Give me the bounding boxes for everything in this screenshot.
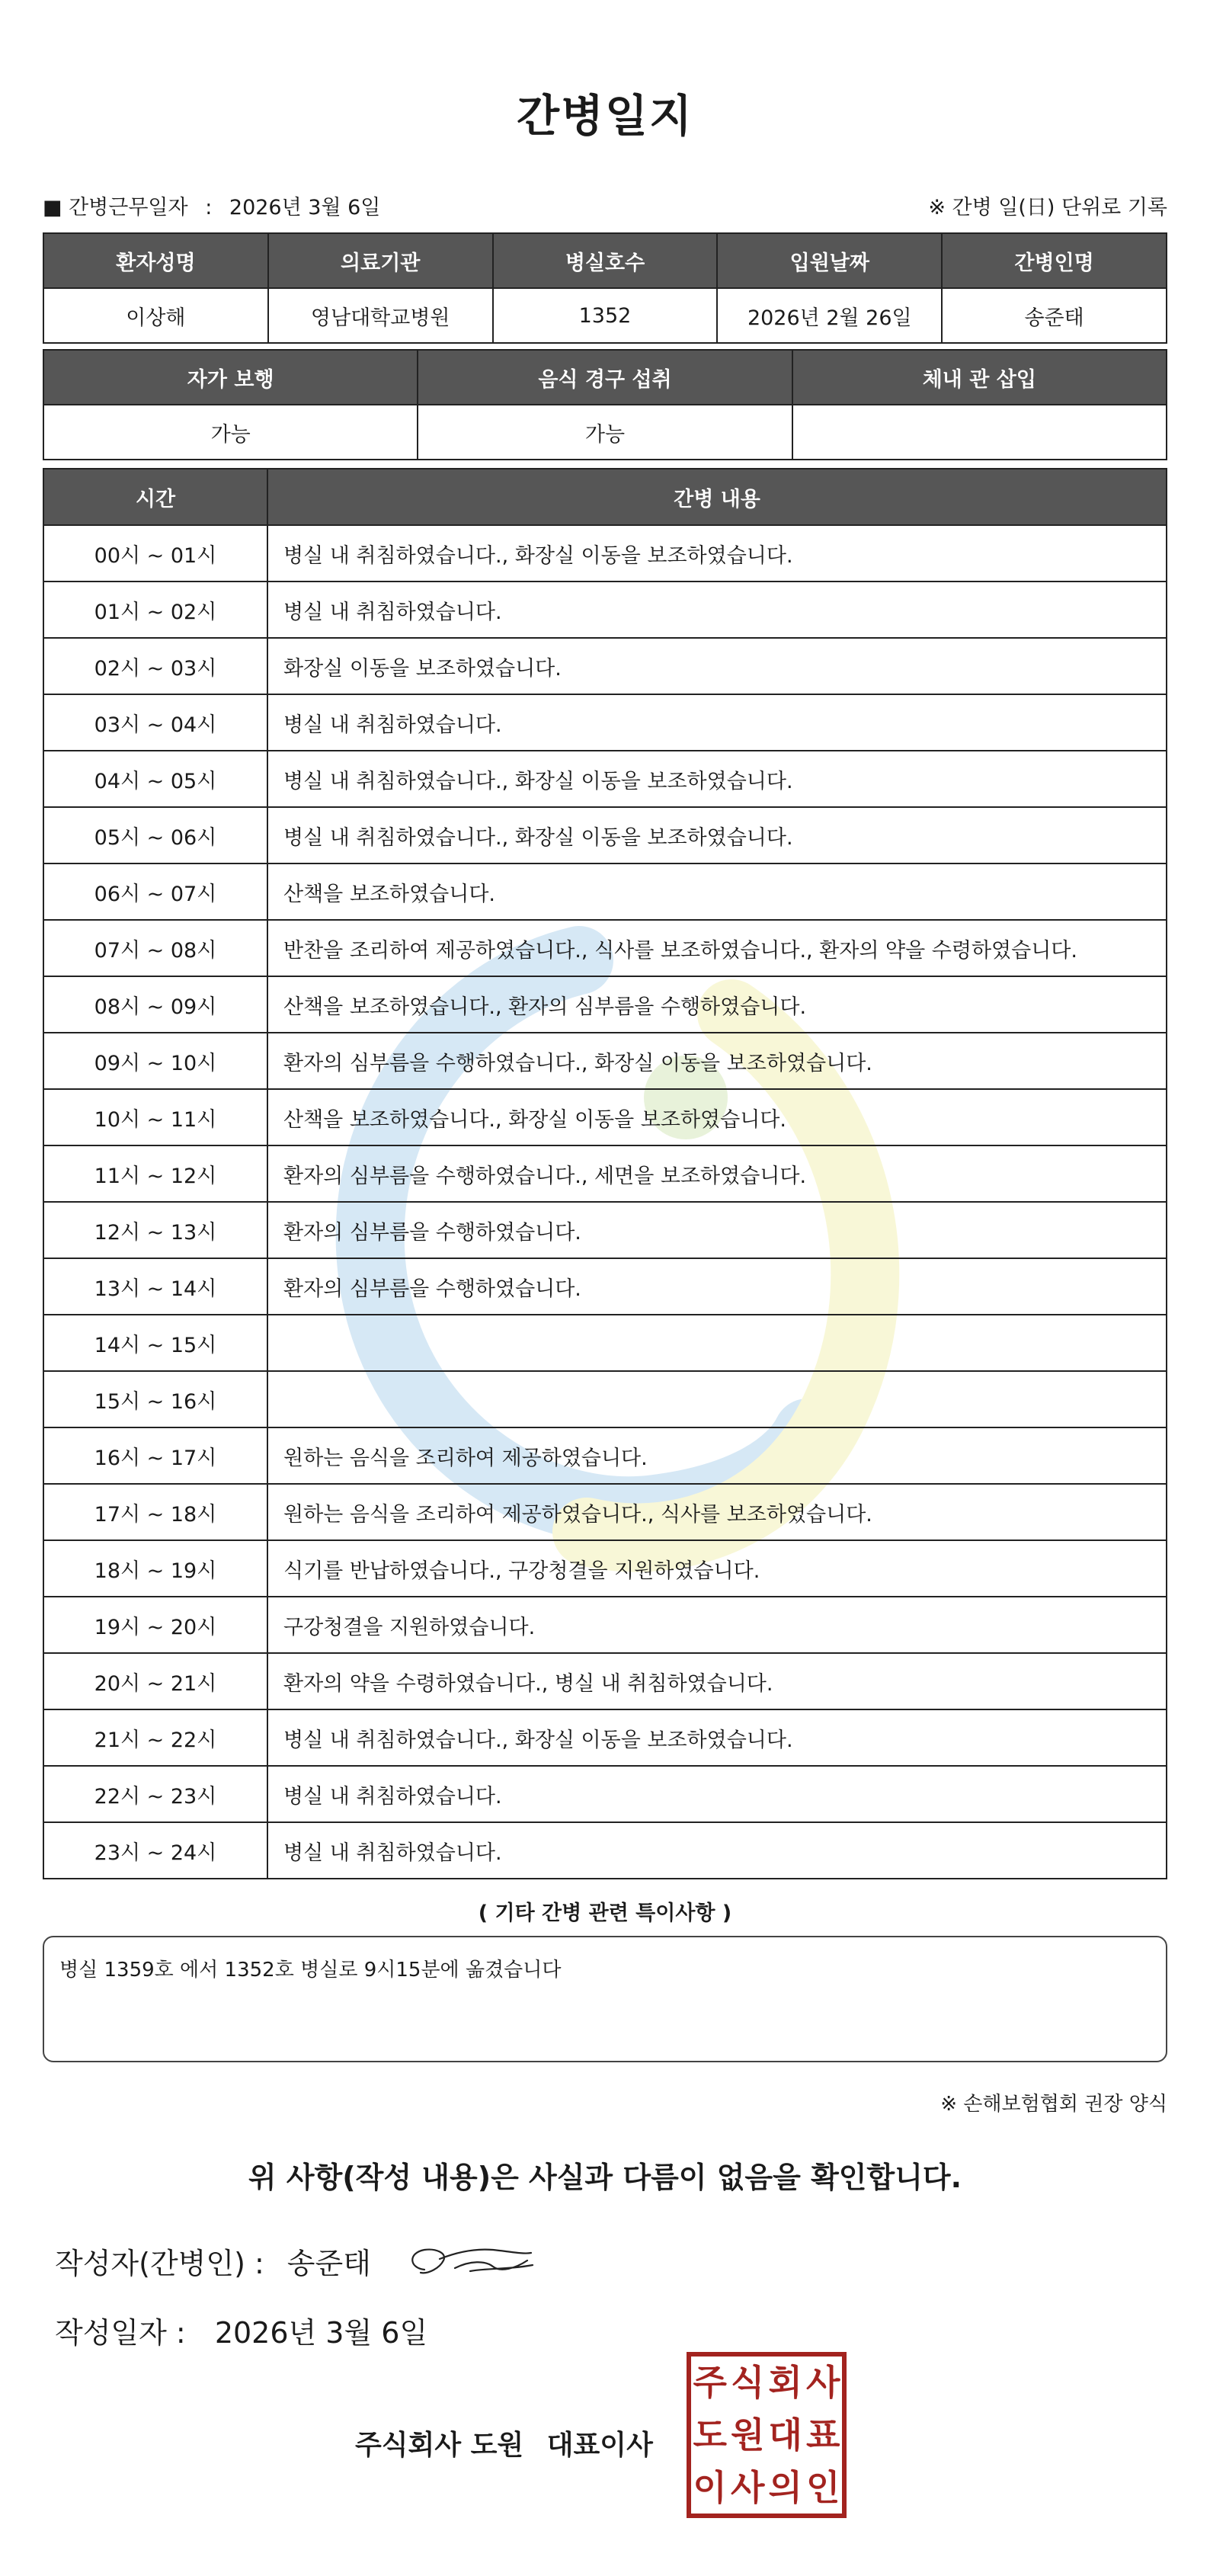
confirmation-statement: 위 사항(작성 내용)은 사실과 다름이 없음을 확인합니다. xyxy=(248,2161,962,2194)
seal-char: 인 xyxy=(806,2466,840,2508)
written-date-line xyxy=(55,2309,427,2351)
care-log-time: 06시 ~ 07시 xyxy=(43,863,267,920)
meta-row xyxy=(43,191,1167,220)
care-log-content: 병실 내 취침하였습니다. xyxy=(267,694,1167,751)
patient-status-table xyxy=(43,349,1167,460)
seal-char: 회 xyxy=(768,2362,802,2404)
notes-content: 병실 1359호 에서 1352호 병실로 9시15분에 옮겼습니다 xyxy=(59,1959,562,1982)
header-admission-date: 입원날짜 xyxy=(717,233,942,288)
work-date-sep: : xyxy=(205,196,213,219)
tube-insertion-value xyxy=(792,405,1167,460)
care-log-content: 환자의 심부름을 수행하였습니다., 화장실 이동을 보조하였습니다. xyxy=(267,1033,1167,1089)
care-log-row xyxy=(43,638,1167,694)
header-room-number: 병실호수 xyxy=(493,233,718,288)
care-log-time: 16시 ~ 17시 xyxy=(43,1427,267,1484)
care-log-time: 15시 ~ 16시 xyxy=(43,1371,267,1427)
care-log-content: 반찬을 조리하여 제공하였습니다., 식사를 보조하였습니다., 환자의 약을 수령하였습니다. xyxy=(267,920,1167,976)
seal-char: 이 xyxy=(693,2466,727,2508)
care-log-time: 00시 ~ 01시 xyxy=(43,525,267,582)
care-log-row xyxy=(43,1709,1167,1766)
seal-char: 사 xyxy=(806,2362,840,2404)
care-log-time: 11시 ~ 12시 xyxy=(43,1145,267,1202)
care-log-row xyxy=(43,1315,1167,1371)
care-log-content: 원하는 음식을 조리하여 제공하였습니다. xyxy=(267,1427,1167,1484)
notes-box xyxy=(43,1936,1167,2062)
care-log-row xyxy=(43,1653,1167,1709)
care-log-time: 14시 ~ 15시 xyxy=(43,1315,267,1371)
care-log-time: 20시 ~ 21시 xyxy=(43,1653,267,1709)
writer-name: 송준태 xyxy=(286,2246,371,2280)
care-log-content: 병실 내 취침하였습니다., 화장실 이동을 보조하였습니다. xyxy=(267,525,1167,582)
care-log-time: 09시 ~ 10시 xyxy=(43,1033,267,1089)
written-date-value: 2026년 3월 6일 xyxy=(214,2316,428,2350)
care-log-content: 원하는 음식을 조리하여 제공하였습니다., 식사를 보조하였습니다. xyxy=(267,1484,1167,1540)
care-log-body xyxy=(43,525,1167,1879)
admission-date: 2026년 2월 26일 xyxy=(717,288,942,343)
care-log-row xyxy=(43,1258,1167,1315)
care-log-content: 구강청결을 지원하였습니다. xyxy=(267,1597,1167,1653)
care-log-row xyxy=(43,582,1167,638)
seal-char: 도 xyxy=(693,2414,727,2456)
company-seal xyxy=(687,2352,847,2518)
care-log-content: 식기를 반납하였습니다., 구강청결을 지원하였습니다. xyxy=(267,1540,1167,1597)
care-log-time: 18시 ~ 19시 xyxy=(43,1540,267,1597)
care-log-content: 병실 내 취침하였습니다., 화장실 이동을 보조하였습니다. xyxy=(267,1709,1167,1766)
header-hospital: 의료기관 xyxy=(268,233,493,288)
care-log-time: 08시 ~ 09시 xyxy=(43,976,267,1033)
patient-info-header-row xyxy=(43,233,1167,288)
hospital-name: 영남대학교병원 xyxy=(268,288,493,343)
header-caregiver-name: 간병인명 xyxy=(942,233,1167,288)
header-care-content: 간병 내용 xyxy=(267,469,1167,525)
care-log-content: 병실 내 취침하였습니다., 화장실 이동을 보조하였습니다. xyxy=(267,807,1167,863)
document-title: 간병일지 xyxy=(516,90,694,142)
header-oral-intake: 음식 경구 섭취 xyxy=(418,350,792,405)
room-number: 1352 xyxy=(493,288,718,343)
care-log-time: 07시 ~ 08시 xyxy=(43,920,267,976)
care-log-content: 환자의 심부름을 수행하였습니다. xyxy=(267,1202,1167,1258)
care-log-time: 22시 ~ 23시 xyxy=(43,1766,267,1822)
care-log-content: 산책을 보조하였습니다., 환자의 심부름을 수행하였습니다. xyxy=(267,976,1167,1033)
care-log-content: 환자의 심부름을 수행하였습니다., 세면을 보조하였습니다. xyxy=(267,1145,1167,1202)
company-signature xyxy=(355,2424,667,2462)
signature-image xyxy=(402,2238,539,2283)
care-log-content: 산책을 보조하였습니다. xyxy=(267,863,1167,920)
care-log-row xyxy=(43,807,1167,863)
care-log-row xyxy=(43,863,1167,920)
care-log-time: 19시 ~ 20시 xyxy=(43,1597,267,1653)
seal-char: 원 xyxy=(731,2414,765,2456)
header-time: 시간 xyxy=(43,469,267,525)
care-log-row xyxy=(43,694,1167,751)
header-self-walking: 자가 보행 xyxy=(43,350,418,405)
care-log-content: 병실 내 취침하였습니다. xyxy=(267,1822,1167,1879)
care-log-time: 17시 ~ 18시 xyxy=(43,1484,267,1540)
seal-char: 사 xyxy=(731,2466,765,2508)
seal-char: 표 xyxy=(806,2414,840,2456)
care-log-row xyxy=(43,1766,1167,1822)
seal-char: 주 xyxy=(693,2362,727,2404)
form-note: ※ 손해보험협회 권장 양식 xyxy=(940,2093,1167,2116)
care-log-row xyxy=(43,1089,1167,1145)
care-log-content: 산책을 보조하였습니다., 화장실 이동을 보조하였습니다. xyxy=(267,1089,1167,1145)
care-log-table xyxy=(43,468,1167,1879)
patient-info-table xyxy=(43,232,1167,344)
company-title: 대표이사 xyxy=(546,2430,653,2461)
care-log-time: 23시 ~ 24시 xyxy=(43,1822,267,1879)
care-log-row xyxy=(43,525,1167,582)
care-log-row xyxy=(43,1202,1167,1258)
care-log-row xyxy=(43,1540,1167,1597)
notes-title: ( 기타 간병 관련 특이사항 ) xyxy=(478,1902,732,1925)
care-log-row xyxy=(43,1597,1167,1653)
care-log-content: 환자의 심부름을 수행하였습니다. xyxy=(267,1258,1167,1315)
header-tube-insertion: 체내 관 삽입 xyxy=(792,350,1167,405)
care-log-row xyxy=(43,1484,1167,1540)
seal-char: 식 xyxy=(731,2362,765,2404)
work-date-label: ■ 간병근무일자 xyxy=(43,196,188,219)
patient-status-value-row xyxy=(43,405,1167,460)
care-log-content xyxy=(267,1315,1167,1371)
seal-char: 의 xyxy=(768,2466,802,2508)
care-log-row xyxy=(43,1822,1167,1879)
care-log-content: 병실 내 취침하였습니다. xyxy=(267,582,1167,638)
care-log-row xyxy=(43,920,1167,976)
care-log-time: 01시 ~ 02시 xyxy=(43,582,267,638)
care-log-time: 02시 ~ 03시 xyxy=(43,638,267,694)
self-walking-value: 가능 xyxy=(43,405,418,460)
writer-label: 작성자(간병인) : xyxy=(55,2246,264,2280)
care-log-content: 병실 내 취침하였습니다., 화장실 이동을 보조하였습니다. xyxy=(267,751,1167,807)
written-date-label: 작성일자 : xyxy=(55,2316,186,2350)
header-patient-name: 환자성명 xyxy=(43,233,268,288)
care-log-time: 04시 ~ 05시 xyxy=(43,751,267,807)
care-log-content: 화장실 이동을 보조하였습니다. xyxy=(267,638,1167,694)
caregiver-name: 송준태 xyxy=(942,288,1167,343)
seal-char: 대 xyxy=(768,2414,802,2456)
company-name: 주식회사 도원 xyxy=(355,2430,524,2461)
writer-line xyxy=(55,2238,539,2283)
patient-info-value-row xyxy=(43,288,1167,343)
work-date-value: 2026년 3월 6일 xyxy=(229,196,381,219)
care-log-row xyxy=(43,1427,1167,1484)
care-log-time: 21시 ~ 22시 xyxy=(43,1709,267,1766)
care-log-time: 12시 ~ 13시 xyxy=(43,1202,267,1258)
care-log-time: 03시 ~ 04시 xyxy=(43,694,267,751)
care-log-header-row xyxy=(43,469,1167,525)
care-log-content: 병실 내 취침하였습니다. xyxy=(267,1766,1167,1822)
patient-name: 이상해 xyxy=(43,288,268,343)
record-unit-note: ※ 간병 일(日) 단위로 기록 xyxy=(928,196,1167,219)
oral-intake-value: 가능 xyxy=(418,405,792,460)
care-log-row xyxy=(43,1371,1167,1427)
care-log-time: 13시 ~ 14시 xyxy=(43,1258,267,1315)
care-log-row xyxy=(43,751,1167,807)
care-log-content xyxy=(267,1371,1167,1427)
care-log-content: 환자의 약을 수령하였습니다., 병실 내 취침하였습니다. xyxy=(267,1653,1167,1709)
care-log-time: 05시 ~ 06시 xyxy=(43,807,267,863)
care-log-time: 10시 ~ 11시 xyxy=(43,1089,267,1145)
patient-status-header-row xyxy=(43,350,1167,405)
work-date xyxy=(43,191,391,220)
care-log-row xyxy=(43,1145,1167,1202)
care-log-row xyxy=(43,976,1167,1033)
care-log-row xyxy=(43,1033,1167,1089)
